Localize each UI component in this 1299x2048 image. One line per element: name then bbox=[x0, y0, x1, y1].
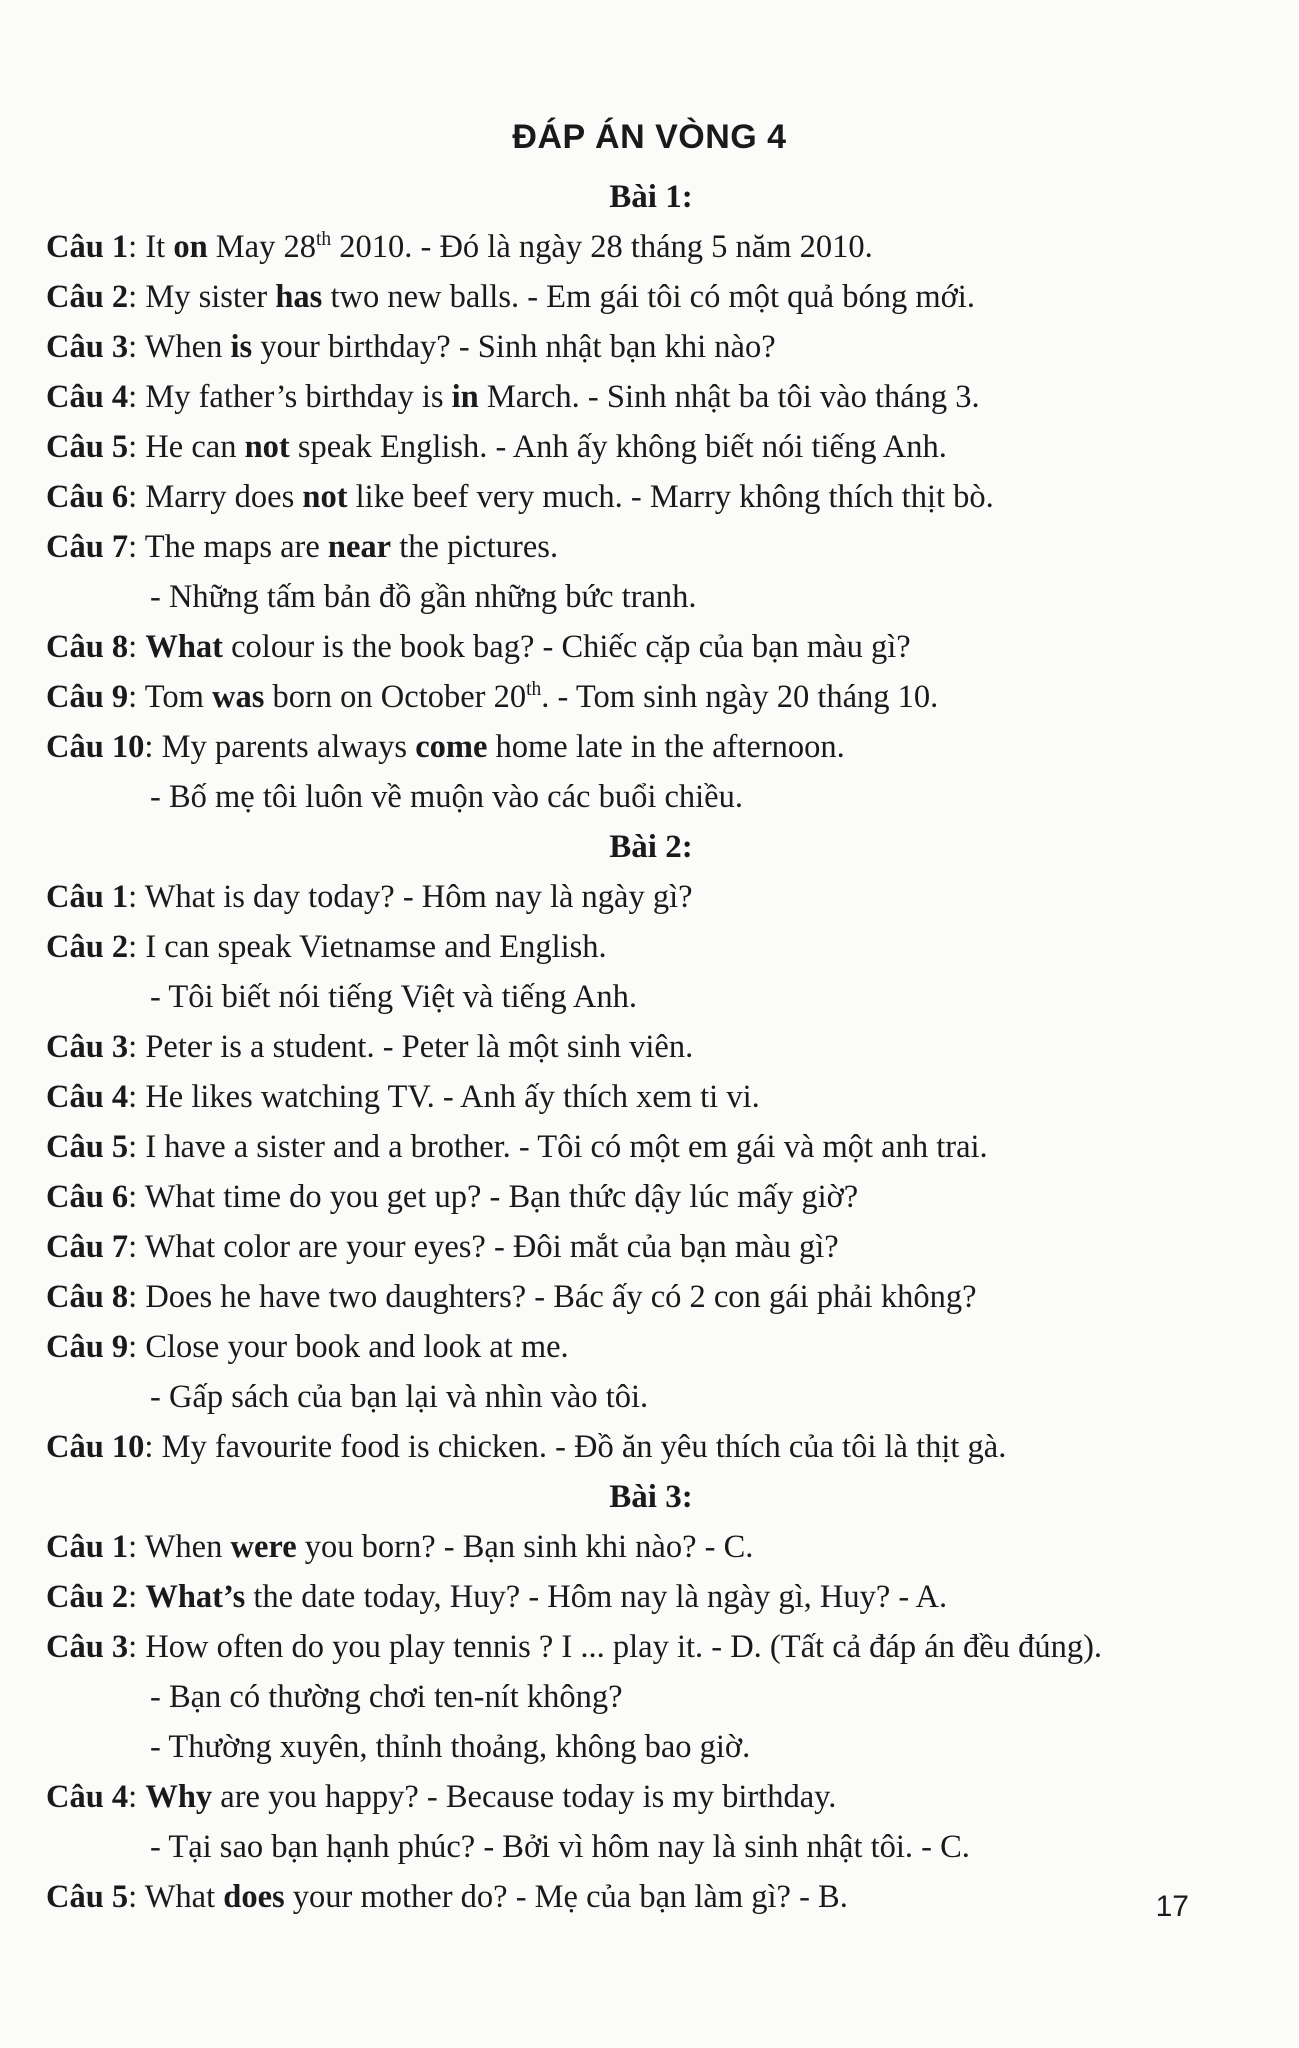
line-text: 2010. - Đó là ngày 28 tháng 5 năm 2010. bbox=[331, 229, 873, 265]
emphasized-text: Câu 9 bbox=[46, 679, 129, 715]
emphasized-text: Câu 2 bbox=[46, 279, 129, 315]
line-text: March. - Sinh nhật ba tôi vào tháng 3. bbox=[478, 379, 980, 415]
answer-line bbox=[46, 372, 1256, 422]
line-text: - Tại sao bạn hạnh phúc? - Bởi vì hôm nay là sinh nhật tôi. - C. bbox=[150, 1829, 970, 1865]
answer-line bbox=[46, 1522, 1256, 1572]
answer-line bbox=[46, 672, 1256, 722]
line-text: . - Tom sinh ngày 20 tháng 10. bbox=[541, 679, 939, 715]
emphasized-text: come bbox=[415, 729, 488, 765]
line-text: are you happy? - Because today is my birthday. bbox=[212, 1779, 837, 1815]
line-text: : He likes watching TV. - Anh ấy thích xem ti vi. bbox=[128, 1079, 760, 1115]
answer-line bbox=[46, 272, 1256, 322]
emphasized-text: Câu 10 bbox=[46, 729, 145, 765]
line-text: colour is the book bag? - Chiếc cặp của bạn màu gì? bbox=[222, 629, 911, 665]
emphasized-text: Câu 5 bbox=[46, 1129, 129, 1165]
emphasized-text: What bbox=[145, 629, 223, 665]
line-text: - Gấp sách của bạn lại và nhìn vào tôi. bbox=[150, 1379, 649, 1415]
line-text: : I can speak Vietnamse and English. bbox=[128, 929, 607, 965]
answer-content bbox=[46, 172, 1256, 1922]
emphasized-text: Câu 10 bbox=[46, 1429, 145, 1465]
line-text: : He can bbox=[128, 429, 245, 465]
line-text: your birthday? - Sinh nhật bạn khi nào? bbox=[252, 329, 776, 365]
answer-line bbox=[46, 1272, 1256, 1322]
line-text: : bbox=[128, 1779, 146, 1815]
emphasized-text: Câu 4 bbox=[46, 1079, 129, 1115]
line-text: born on October 20 bbox=[264, 679, 527, 715]
line-text: speak English. - Anh ấy không biết nói tiếng Anh. bbox=[289, 429, 947, 465]
emphasized-text: near bbox=[327, 529, 392, 565]
answer-line bbox=[46, 222, 1256, 272]
line-text: : Close your book and look at me. bbox=[128, 1329, 569, 1365]
line-text: like beef very much. - Marry không thích thịt bò. bbox=[347, 479, 994, 515]
answer-line bbox=[46, 1222, 1256, 1272]
answer-line bbox=[46, 872, 1256, 922]
emphasized-text: Câu 4 bbox=[46, 379, 129, 415]
emphasized-text: Câu 1 bbox=[46, 879, 129, 915]
answer-translation-line bbox=[46, 1672, 1256, 1722]
answer-line bbox=[46, 422, 1256, 472]
answer-line bbox=[46, 322, 1256, 372]
line-text: : What color are your eyes? - Đôi mắt của bạn màu gì? bbox=[128, 1229, 839, 1265]
answer-line bbox=[46, 622, 1256, 672]
emphasized-text: Câu 4 bbox=[46, 1779, 129, 1815]
line-text: : Tom bbox=[128, 679, 212, 715]
page-number: 17 bbox=[1155, 1890, 1189, 1923]
emphasized-text: on bbox=[173, 229, 208, 265]
emphasized-text: does bbox=[223, 1879, 285, 1915]
answer-translation-line bbox=[46, 572, 1256, 622]
line-text: : bbox=[128, 1579, 146, 1615]
line-text: two new balls. - Em gái tôi có một quả bóng mới. bbox=[322, 279, 975, 315]
line-text: : Does he have two daughters? - Bác ấy có 2 con gái phải không? bbox=[128, 1279, 977, 1315]
section-heading: Bài 2: bbox=[609, 829, 693, 865]
answer-line bbox=[46, 1022, 1256, 1072]
emphasized-text: Câu 2 bbox=[46, 929, 129, 965]
answer-translation-line bbox=[46, 772, 1256, 822]
answer-translation-line bbox=[46, 1822, 1256, 1872]
line-text: : Peter is a student. - Peter là một sinh viên. bbox=[128, 1029, 694, 1065]
line-text: : I have a sister and a brother. - Tôi có một em gái và một anh trai. bbox=[128, 1129, 988, 1165]
emphasized-text: Câu 3 bbox=[46, 1629, 129, 1665]
answer-translation-line bbox=[46, 1722, 1256, 1772]
emphasized-text: not bbox=[244, 429, 290, 465]
line-text: - Bố mẹ tôi luôn về muộn vào các buổi chiều. bbox=[150, 779, 743, 815]
line-text: : My parents always bbox=[144, 729, 416, 765]
line-text: - Tôi biết nói tiếng Việt và tiếng Anh. bbox=[150, 979, 637, 1015]
emphasized-text: in bbox=[451, 379, 479, 415]
section-heading: Bài 1: bbox=[609, 179, 693, 215]
emphasized-text: Câu 1 bbox=[46, 229, 129, 265]
emphasized-text: Câu 8 bbox=[46, 1279, 129, 1315]
emphasized-text: Câu 7 bbox=[46, 529, 129, 565]
answer-line bbox=[46, 1622, 1256, 1672]
emphasized-text: Why bbox=[145, 1779, 213, 1815]
answer-line bbox=[46, 1422, 1256, 1472]
answer-line bbox=[46, 1122, 1256, 1172]
line-text: : bbox=[128, 629, 146, 665]
line-text: the pictures. bbox=[391, 529, 559, 565]
answer-line bbox=[46, 472, 1256, 522]
emphasized-text: Câu 2 bbox=[46, 1579, 129, 1615]
answer-line bbox=[46, 1322, 1256, 1372]
superscript-text: th bbox=[315, 229, 332, 251]
line-text: : It bbox=[128, 229, 174, 265]
line-text: May 28 bbox=[207, 229, 316, 265]
page-title: ĐÁP ÁN VÒNG 4 bbox=[512, 118, 787, 156]
line-text: : What time do you get up? - Bạn thức dậy lúc mấy giờ? bbox=[128, 1179, 859, 1215]
line-text: : When bbox=[128, 329, 231, 365]
emphasized-text: Câu 3 bbox=[46, 329, 129, 365]
superscript-text: th bbox=[526, 679, 542, 701]
line-text: your mother do? - Mẹ của bạn làm gì? - B. bbox=[284, 1879, 848, 1915]
answer-line bbox=[46, 1872, 1256, 1922]
line-text: : What bbox=[128, 1879, 224, 1915]
answer-translation-line bbox=[46, 1372, 1256, 1422]
line-text: : How often do you play tennis ? I ... play it. - D. (Tất cả đáp án đều đúng). bbox=[128, 1629, 1103, 1665]
emphasized-text: What’s bbox=[145, 1579, 246, 1615]
answer-line bbox=[46, 1772, 1256, 1822]
emphasized-text: Câu 1 bbox=[46, 1529, 129, 1565]
emphasized-text: Câu 6 bbox=[46, 479, 129, 515]
emphasized-text: Câu 5 bbox=[46, 1879, 129, 1915]
emphasized-text: Câu 7 bbox=[46, 1229, 129, 1265]
emphasized-text: Câu 5 bbox=[46, 429, 129, 465]
line-text: : My favourite food is chicken. - Đồ ăn yêu thích của tôi là thịt gà. bbox=[144, 1429, 1007, 1465]
line-text: home late in the afternoon. bbox=[487, 729, 845, 765]
answer-line bbox=[46, 1572, 1256, 1622]
answer-line bbox=[46, 1072, 1256, 1122]
answer-line bbox=[46, 722, 1256, 772]
emphasized-text: Câu 6 bbox=[46, 1179, 129, 1215]
emphasized-text: is bbox=[230, 329, 253, 365]
answer-line bbox=[46, 1172, 1256, 1222]
emphasized-text: was bbox=[211, 679, 265, 715]
line-text: - Những tấm bản đồ gần những bức tranh. bbox=[150, 579, 697, 615]
line-text: the date today, Huy? - Hôm nay là ngày gì, Huy? - A. bbox=[245, 1579, 948, 1615]
line-text: - Bạn có thường chơi ten-nít không? bbox=[150, 1679, 623, 1715]
emphasized-text: Câu 3 bbox=[46, 1029, 129, 1065]
line-text: you born? - Bạn sinh khi nào? - C. bbox=[296, 1529, 754, 1565]
line-text: : The maps are bbox=[128, 529, 328, 565]
line-text: - Thường xuyên, thỉnh thoảng, không bao giờ. bbox=[150, 1729, 751, 1765]
section-heading: Bài 3: bbox=[609, 1479, 693, 1515]
line-text: : What is day today? - Hôm nay là ngày gì? bbox=[128, 879, 693, 915]
line-text: : When bbox=[128, 1529, 231, 1565]
answer-line bbox=[46, 922, 1256, 972]
emphasized-text: Câu 8 bbox=[46, 629, 129, 665]
emphasized-text: were bbox=[230, 1529, 297, 1565]
emphasized-text: has bbox=[275, 279, 323, 315]
emphasized-text: not bbox=[302, 479, 348, 515]
line-text: : My sister bbox=[128, 279, 276, 315]
line-text: : Marry does bbox=[128, 479, 303, 515]
emphasized-text: Câu 9 bbox=[46, 1329, 129, 1365]
line-text: : My father’s birthday is bbox=[128, 379, 452, 415]
answer-translation-line bbox=[46, 972, 1256, 1022]
answer-line bbox=[46, 522, 1256, 572]
